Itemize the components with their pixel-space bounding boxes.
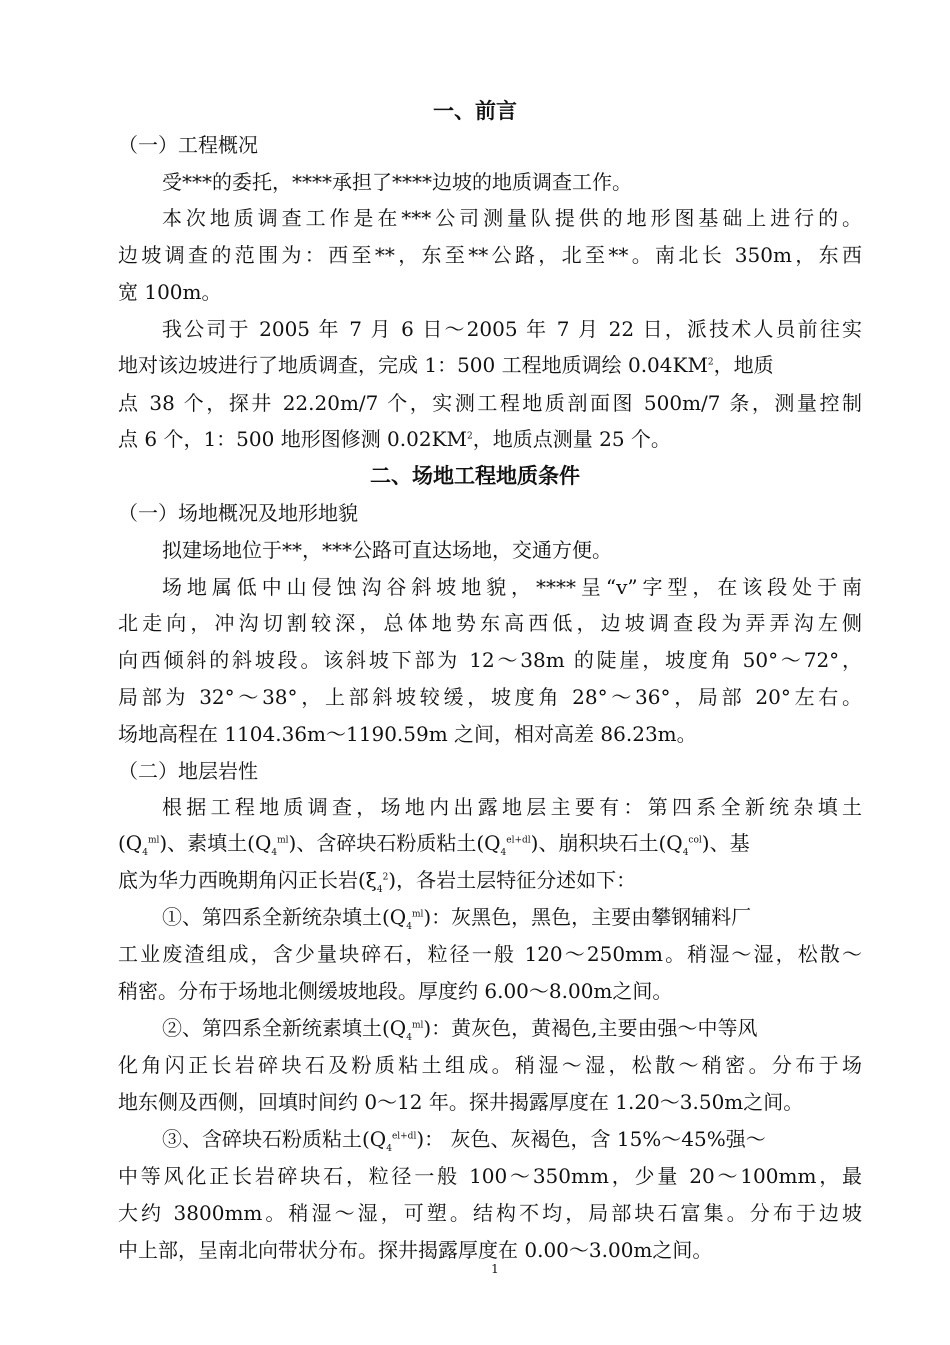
superscript: ml [147, 835, 160, 846]
paragraph-strata-line-1: 根据工程地质调查，场地内出露地层主要有：第四系全新统杂填土 [162, 795, 862, 819]
text-run: 地对该边坡进行了地质调查，完成 1：500 工程地质调绘 0.04KM [118, 353, 708, 377]
paragraph-layer2-line-1 [162, 1011, 758, 1045]
superscript: el+dl [391, 1131, 417, 1142]
subheading-stratigraphy: （二）地层岩性 [118, 759, 258, 783]
superscript: col [688, 835, 702, 846]
superscript: 2 [382, 872, 389, 883]
text-run: )、崩积块石土 [530, 831, 659, 855]
text-run: )、基 [701, 831, 750, 855]
text-run: ，地质点测量 25 个。 [472, 427, 671, 451]
subscript: 4 [376, 885, 383, 895]
superscript: ml [411, 1020, 424, 1031]
text-run: )：灰黑色，黑色，主要由攀钢辅料厂 [423, 905, 752, 929]
paragraph-layer1-line-3: 稍密。分布于场地北侧缓坡地段。厚度约 6.00～8.00m之间。 [118, 979, 673, 1003]
paragraph-layer3-line-1 [162, 1122, 766, 1156]
paragraph-commission: 受***的委托，****承担了****边坡的地质调查工作。 [162, 170, 632, 194]
paragraph-layer3-line-2: 中等风化正长岩碎块石，粒径一般 100～350mm，少量 20～100mm，最 [118, 1164, 862, 1188]
subscript: 4 [682, 848, 689, 858]
paragraph-scope-line-3: 宽 100m。 [118, 280, 222, 304]
subheading-site-overview: （一）场地概况及地形地貌 [118, 501, 358, 525]
text-run: (Q [382, 1016, 407, 1040]
subscript: 4 [271, 848, 278, 858]
paragraph-landform-line-3: 向西倾斜的斜坡段。该斜坡下部为 12～38m 的陡崖，坡度角 50°～72°， [118, 648, 862, 672]
paragraph-scope-line-1: 本次地质调查工作是在***公司测量队提供的地形图基础上进行的。 [162, 206, 862, 230]
paragraph-landform-line-5: 场地高程在 1104.36m～1190.59m 之间，相对高差 86.23m。 [118, 722, 697, 746]
subscript: 4 [500, 848, 507, 858]
text-run: ，地质 [713, 353, 774, 377]
section-heading-site-conditions: 二、场地工程地质条件 [370, 463, 580, 488]
paragraph-layer1-line-2: 工业废渣组成，含少量块碎石，粒径一般 120～250mm。稍湿～湿，松散～ [118, 942, 862, 966]
superscript: 2 [467, 431, 473, 442]
text-run: (Q [118, 831, 143, 855]
superscript: 2 [707, 357, 714, 368]
subscript: 4 [142, 848, 148, 858]
paragraph-work-line-4 [118, 422, 671, 456]
paragraph-layer2-line-3: 地东侧及西侧，回填时间约 0～12 年。探井揭露厚度在 1.20～3.50m之间。 [118, 1090, 804, 1114]
paragraph-layer3-line-3: 大约 3800mm。稍湿～湿，可塑。结构不均，局部块石富集。分布于边坡 [118, 1201, 862, 1225]
paragraph-layer2-line-2: 化角闪正长岩碎块石及粉质粘土组成。稍湿～湿，松散～稍密。分布于场 [118, 1053, 862, 1077]
subscript: 4 [386, 1144, 392, 1154]
text-run: )、素填土 [159, 831, 248, 855]
paragraph-work-line-2 [118, 348, 774, 382]
paragraph-strata-line-2 [118, 826, 750, 860]
section-heading-preface: 一、前言 [433, 98, 517, 123]
paragraph-strata-line-3 [118, 863, 636, 897]
subheading-project-overview: （一）工程概况 [118, 133, 258, 157]
paragraph-layer3-line-4: 中上部，呈南北向带状分布。探井揭露厚度在 0.00～3.00m之间。 [118, 1238, 713, 1262]
text-run: )，各岩土层特征分述如下： [388, 868, 637, 892]
text-run: 点 6 个，1：500 地形图修测 0.02KM [118, 427, 468, 451]
text-run: ②、第四系全新统素填土 [162, 1016, 382, 1040]
paragraph-layer1-line-1 [162, 900, 751, 934]
superscript: ml [411, 909, 424, 920]
text-run: ①、第四系全新统杂填土 [162, 905, 382, 929]
text-run: )：黄灰色，黄褐色,主要由强～中等风 [423, 1016, 758, 1040]
text-run: (Q [658, 831, 683, 855]
superscript: el+dl [506, 835, 531, 846]
subscript: 4 [406, 922, 412, 932]
text-run: (Q [362, 1127, 387, 1151]
page-number: 1 [491, 1262, 499, 1276]
paragraph-site-location: 拟建场地位于**，***公路可直达场地，交通方便。 [162, 538, 612, 562]
text-run: (Q [476, 831, 501, 855]
paragraph-landform-line-1: 场地属低中山侵蚀沟谷斜坡地貌，****呈“v”字型，在该段处于南 [162, 575, 862, 599]
text-run: 底为华力西晚期角闪正长岩(ξ [118, 868, 377, 892]
text-run: )、含碎块石粉质粘土 [288, 831, 477, 855]
paragraph-scope-line-2: 边坡调查的范围为：西至**，东至**公路，北至**。南北长 350m，东西 [118, 243, 862, 267]
paragraph-work-line-1: 我公司于 2005 年 7 月 6 日～2005 年 7 月 22 日，派技术人员前往实 [162, 317, 862, 341]
text-run: )： 灰色、灰褐色，含 15%～45%强～ [416, 1127, 766, 1151]
superscript: ml [277, 835, 289, 846]
text-run: (Q [382, 905, 407, 929]
text-run: (Q [247, 831, 272, 855]
subscript: 4 [406, 1033, 412, 1043]
paragraph-landform-line-4: 局部为 32°～38°，上部斜坡较缓，坡度角 28°～36°，局部 20°左右。 [118, 685, 862, 709]
paragraph-work-line-3: 点 38 个，探井 22.20m/7 个，实测工程地质剖面图 500m/7 条，测量控制 [118, 391, 862, 415]
text-run: ③、含碎块石粉质粘土 [162, 1127, 362, 1151]
paragraph-landform-line-2: 北走向，冲沟切割较深，总体地势东高西低，边坡调查段为弄弄沟左侧 [118, 611, 862, 635]
